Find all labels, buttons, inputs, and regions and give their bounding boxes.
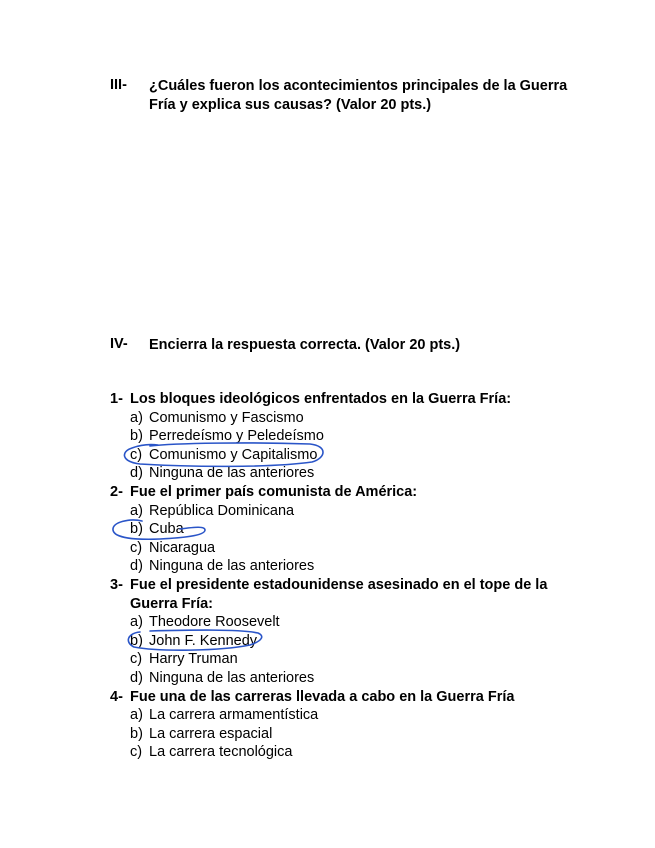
- option-letter: b): [130, 428, 143, 444]
- question-number: 2-: [110, 484, 123, 500]
- option-text: Harry Truman: [149, 651, 238, 667]
- option-text: Nicaragua: [149, 540, 216, 556]
- option-text: Comunismo y Fascismo: [149, 410, 304, 426]
- option-1a[interactable]: [130, 409, 304, 428]
- option-1c[interactable]: [130, 446, 317, 465]
- option-2c[interactable]: [130, 539, 215, 558]
- option-2d[interactable]: [130, 557, 314, 576]
- option-1d[interactable]: [130, 464, 314, 483]
- question-number: 1-: [110, 391, 123, 407]
- question-text-continued: Guerra Fría:: [130, 596, 213, 612]
- section-4-instructions: Encierra la respuesta correcta. (Valor 20 pts.): [149, 337, 461, 353]
- option-letter: a): [130, 503, 143, 519]
- question-number: 3-: [110, 577, 123, 593]
- option-letter: b): [130, 633, 143, 649]
- option-text: República Dominicana: [149, 503, 295, 519]
- option-text: Comunismo y Capitalismo: [149, 447, 318, 463]
- option-3d[interactable]: [130, 669, 314, 688]
- option-text: Ninguna de las anteriores: [149, 558, 315, 574]
- question-text: Fue el primer país comunista de América:: [130, 484, 418, 500]
- option-letter: c): [130, 540, 143, 556]
- option-letter: b): [130, 521, 143, 537]
- option-4a[interactable]: [130, 706, 318, 725]
- section-4-number: IV-: [110, 336, 128, 352]
- option-text: La carrera espacial: [149, 726, 273, 742]
- question-text: Fue el presidente estadounidense asesinado en el tope de la: [130, 577, 548, 593]
- question-text: Los bloques ideológicos enfrentados en la Guerra Fría:: [130, 391, 512, 407]
- question-number: 4-: [110, 689, 123, 705]
- option-letter: d): [130, 465, 143, 481]
- option-2b[interactable]: [130, 520, 184, 539]
- option-letter: d): [130, 670, 143, 686]
- option-2a[interactable]: [130, 502, 294, 521]
- option-text: Ninguna de las anteriores: [149, 465, 315, 481]
- option-4c[interactable]: [130, 743, 292, 762]
- section-3-question: ¿Cuáles fueron los acontecimientos principales de la Guerra Fría y explica sus causas? (Valor 20 pts.): [149, 78, 568, 113]
- option-letter: c): [130, 744, 143, 760]
- option-text: Perredeísmo y Peledeísmo: [149, 428, 324, 444]
- option-3a[interactable]: [130, 613, 280, 632]
- option-text: John F. Kennedy: [149, 633, 258, 649]
- section-3-number: III-: [110, 77, 127, 93]
- option-text: La carrera armamentística: [149, 707, 319, 723]
- question-text: Fue una de las carreras llevada a cabo en la Guerra Fría: [130, 689, 515, 705]
- option-letter: a): [130, 707, 143, 723]
- option-3b[interactable]: [130, 632, 257, 651]
- option-text: Cuba: [149, 521, 184, 537]
- option-letter: d): [130, 558, 143, 574]
- option-1b[interactable]: [130, 427, 324, 446]
- option-3c[interactable]: [130, 650, 238, 669]
- option-letter: c): [130, 447, 143, 463]
- option-text: La carrera tecnológica: [149, 744, 293, 760]
- option-letter: b): [130, 726, 143, 742]
- option-letter: a): [130, 614, 143, 630]
- option-letter: a): [130, 410, 143, 426]
- option-text: Theodore Roosevelt: [149, 614, 280, 630]
- option-4b[interactable]: [130, 725, 272, 744]
- option-text: Ninguna de las anteriores: [149, 670, 315, 686]
- option-letter: c): [130, 651, 143, 667]
